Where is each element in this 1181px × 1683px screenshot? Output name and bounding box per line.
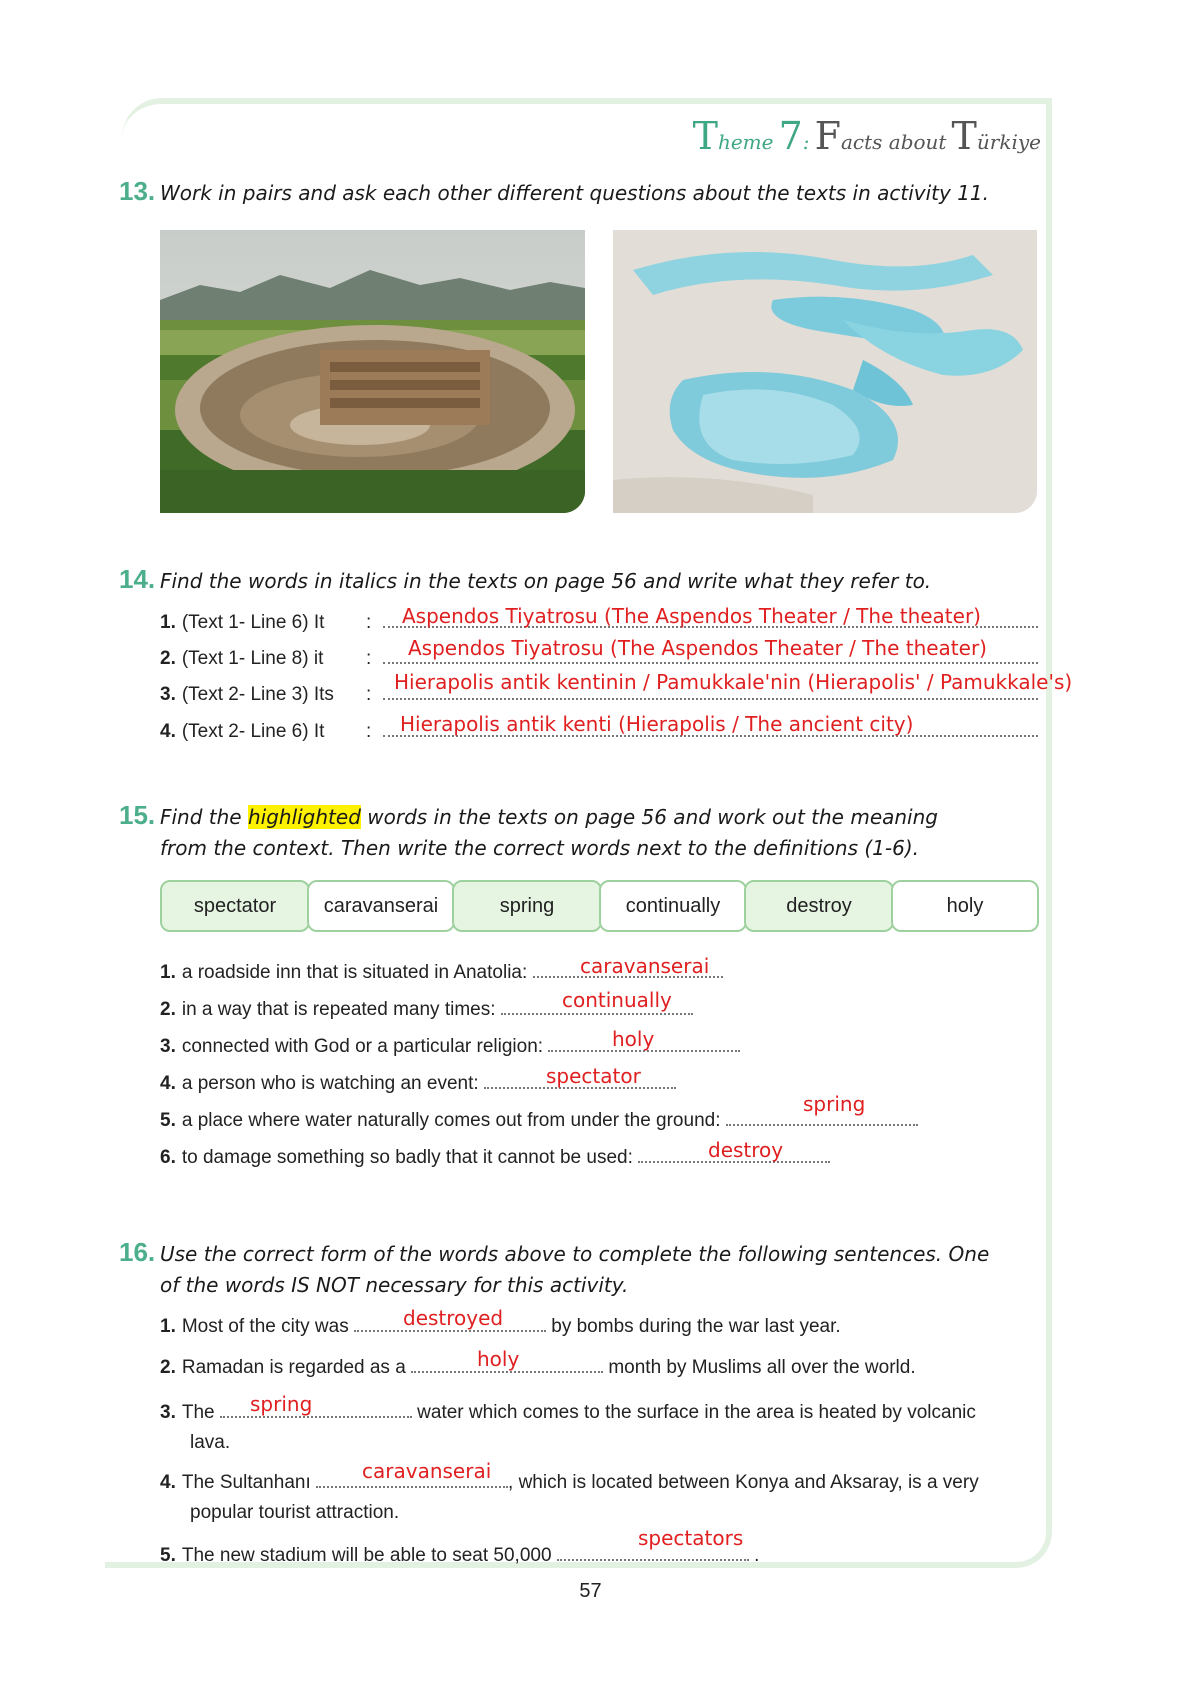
q14-instruction: Find the words in italics in the texts on page 56 and write what they refer to. <box>160 569 932 593</box>
q16-item-1-answer: destroyed <box>403 1306 504 1330</box>
q16-item-3-num: 3. <box>160 1402 176 1423</box>
q15-highlighted-word: highlighted <box>247 805 361 829</box>
word-box-spectator: spectator <box>160 880 310 932</box>
q16-item-4-pre: The Sultanhanı <box>181 1472 311 1493</box>
q14-item-3-label: (Text 2- Line 3) Its <box>181 684 334 705</box>
q15-item-4-text: a person who is watching an event: <box>181 1073 479 1094</box>
q15-item-4-num: 4. <box>160 1073 176 1094</box>
q16-item-2 <box>160 1357 916 1379</box>
q14-item-2 <box>160 648 323 670</box>
q16-instruction-line1: Use the correct form of the words above to complete the following sentences. One <box>160 1242 990 1266</box>
q14-item-3-sep: : <box>366 684 372 705</box>
q16-item-2-post: month by Muslims all over the world. <box>608 1357 916 1378</box>
q16-item-2-pre: Ramadan is regarded as a <box>181 1357 406 1378</box>
q16-item-4-post: , which is located between Konya and Aksaray, is a very <box>508 1472 979 1493</box>
q14-item-1-num: 1. <box>160 612 176 633</box>
page-number: 57 <box>579 1580 602 1602</box>
q14-item-2-label: (Text 1- Line 8) it <box>181 648 324 669</box>
q15-item-6-answer: destroy <box>708 1138 784 1162</box>
q15-item-2-answer: continually <box>562 988 672 1012</box>
q14-item-1-answer: Aspendos Tiyatrosu (The Aspendos Theater / The theater) <box>402 604 981 628</box>
q13-number: 13. <box>119 176 156 206</box>
theme-number: 7 <box>778 114 803 158</box>
word-box-continually: continually <box>599 880 747 932</box>
q16-item-3-line[interactable] <box>220 1402 412 1418</box>
q14-item-4-answer: Hierapolis antik kenti (Hierapolis / The ancient city) <box>400 712 914 736</box>
q16-item-1-post: by bombs during the war last year. <box>551 1316 841 1337</box>
word-box-spring: spring <box>452 880 602 932</box>
word-box-destroy: destroy <box>744 880 894 932</box>
q15-instruction-line1 <box>160 802 938 833</box>
q14-item-1 <box>160 612 324 634</box>
facts-letter: F <box>814 114 841 158</box>
q14-item-4-label: (Text 2- Line 6) It <box>181 721 325 742</box>
turkiye-word: ürkiye <box>976 130 1041 154</box>
q14-item-3-num: 3. <box>160 684 176 705</box>
q16-item-1-pre: Most of the city was <box>181 1316 349 1337</box>
q14-item-4-num: 4. <box>160 721 176 742</box>
pamukkale-photo <box>613 230 1037 513</box>
q15-item-2-text: in a way that is repeated many times: <box>181 999 496 1020</box>
q14-item-2-answer: Aspendos Tiyatrosu (The Aspendos Theater / The theater) <box>408 636 987 660</box>
q16-item-1-num: 1. <box>160 1316 176 1337</box>
q16-instruction-line2: of the words IS NOT necessary for this activity. <box>160 1273 629 1297</box>
q14-number: 14. <box>119 564 156 594</box>
q16-item-5-answer: spectators <box>638 1526 744 1550</box>
q16-item-4 <box>160 1472 979 1494</box>
q16-item-3-post: water which comes to the surface in the area is heated by volcanic <box>417 1402 976 1423</box>
q14-item-3 <box>160 684 334 706</box>
q15-instruction-line2: from the context. Then write the correct words next to the definitions (1-6). <box>160 836 919 860</box>
q16-item-3-continuation: lava. <box>190 1432 231 1453</box>
q14-item-1-sep: : <box>366 612 372 633</box>
q16-item-4-num: 4. <box>160 1472 176 1493</box>
aspendos-theater-image <box>160 230 585 513</box>
q15-item-3-num: 3. <box>160 1036 176 1057</box>
q13-instruction: Work in pairs and ask each other different questions about the texts in activity 11. <box>160 181 989 205</box>
q16-item-2-answer: holy <box>477 1347 520 1371</box>
q16-item-3-answer: spring <box>250 1392 313 1416</box>
theme-colon: : <box>802 130 810 154</box>
q16-item-4-continuation: popular tourist attraction. <box>190 1502 400 1523</box>
word-box-holy: holy <box>891 880 1039 932</box>
q14-item-3-answer: Hierapolis antik kentinin / Pamukkale'nin (Hierapolis' / Pamukkale's) <box>394 670 1073 694</box>
q15-item-4-answer: spectator <box>546 1064 641 1088</box>
q16-item-5-num: 5. <box>160 1545 176 1566</box>
q15-text-pre: Find the <box>160 805 248 829</box>
facts-word: acts about <box>840 130 947 154</box>
q14-item-2-sep: : <box>366 648 372 669</box>
theme-header <box>693 114 1041 158</box>
q15-item-5-num: 5. <box>160 1110 176 1131</box>
q16-item-4-answer: caravanserai <box>362 1459 492 1483</box>
q15-item-3-text: connected with God or a particular religion: <box>181 1036 544 1057</box>
q16-item-5-pre: The new stadium will be able to seat 50,000 <box>181 1545 552 1566</box>
q16-item-2-num: 2. <box>160 1357 176 1378</box>
q15-item-5-answer: spring <box>803 1092 866 1116</box>
q15-item-1-text: a roadside inn that is situated in Anatolia: <box>181 962 528 983</box>
q15-number: 15. <box>119 800 156 830</box>
q15-item-2-num: 2. <box>160 999 176 1020</box>
pamukkale-image <box>613 230 1037 513</box>
q16-number: 16. <box>119 1237 156 1267</box>
aspendos-theater-photo <box>160 230 585 513</box>
q15-item-1-answer: caravanserai <box>580 954 710 978</box>
q15-text-post: words in the texts on page 56 and work out the meaning <box>360 805 938 829</box>
q14-item-4-sep: : <box>366 721 372 742</box>
theme-letter: T <box>692 114 718 158</box>
q14-item-2-num: 2. <box>160 648 176 669</box>
q15-item-1-num: 1. <box>160 962 176 983</box>
turkiye-letter: T <box>951 114 977 158</box>
word-box-caravanserai: caravanserai <box>307 880 455 932</box>
q15-item-5-text: a place where water naturally comes out from under the ground: <box>181 1110 721 1131</box>
theme-word: heme <box>717 130 774 154</box>
q14-item-4 <box>160 721 324 743</box>
frame-bottom-line <box>105 1562 147 1568</box>
q16-item-3-pre: The <box>181 1402 215 1423</box>
q15-item-3-answer: holy <box>612 1027 655 1051</box>
q15-item-6-text: to damage something so badly that it cannot be used: <box>181 1147 633 1168</box>
q15-item-6-num: 6. <box>160 1147 176 1168</box>
q14-item-1-label: (Text 1- Line 6) It <box>181 612 325 633</box>
q16-item-5-post: . <box>754 1545 760 1566</box>
